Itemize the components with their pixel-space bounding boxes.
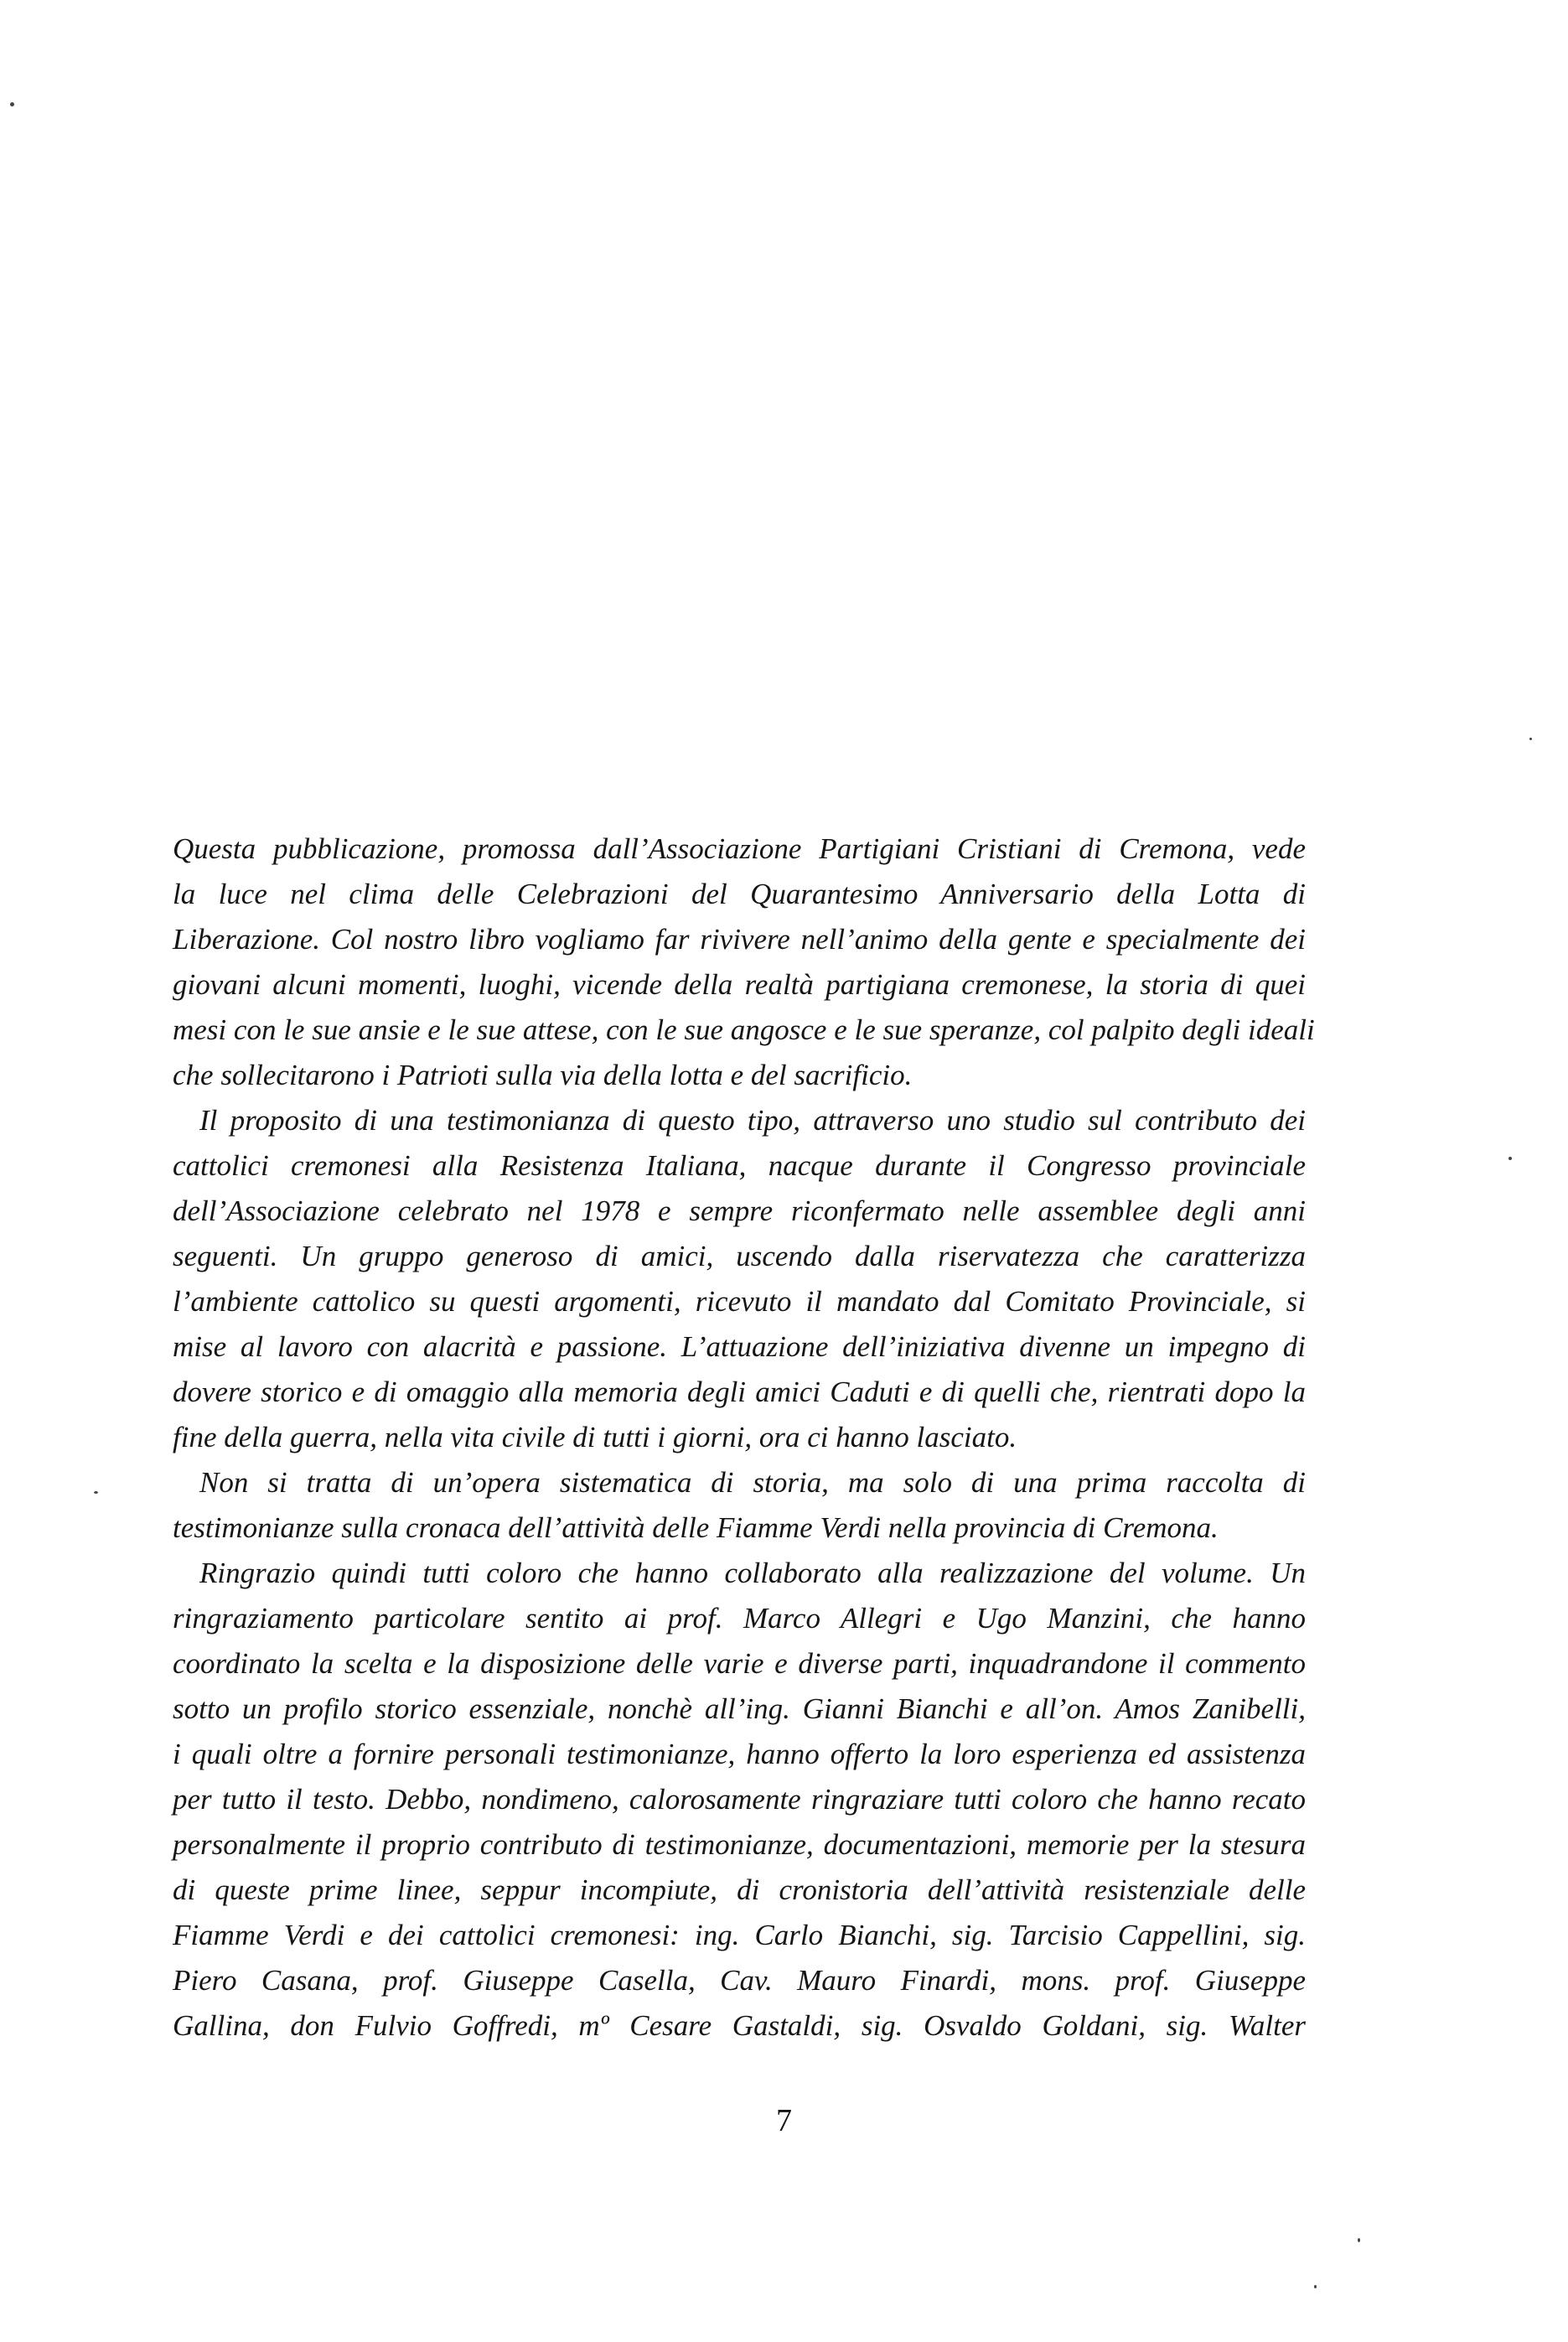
text-line: fine della guerra, nella vita civile di tutti i giorni, ora ci hanno lasciato.	[173, 1421, 1017, 1453]
body-text	[173, 826, 1315, 2049]
text-line: Non si tratta di un’opera sistematica di storia, ma solo di una prima raccolta di	[199, 1466, 1306, 1499]
text-line: mise al lavoro con alacrità e passione. L’attuazione dell’iniziativa divenne un impegno di	[173, 1330, 1306, 1363]
text-line: che sollecitarono i Patrioti sulla via della lotta e del sacrificio.	[173, 1059, 913, 1091]
paragraph-2	[173, 1098, 1306, 1460]
scan-speck	[94, 1491, 98, 1494]
text-line: mesi con le sue ansie e le sue attese, con le sue angosce e le sue speranze, col palpito degli ideali	[173, 1013, 1315, 1046]
scan-speck	[1508, 1157, 1512, 1160]
text-line: Questa pubblicazione, promossa dall’Associazione Partigiani Cristiani di Cremona, vede	[173, 832, 1306, 865]
text-line: giovani alcuni momenti, luoghi, vicende della realtà partigiana cremonese, la storia di quei	[173, 968, 1306, 1001]
text-line: sotto un profilo storico essenziale, nonchè all’ing. Gianni Bianchi e all’on. Amos Zanibelli,	[173, 1692, 1306, 1725]
text-line: Piero Casana, prof. Giuseppe Casella, Cav. Mauro Finardi, mons. prof. Giuseppe	[173, 1964, 1306, 1997]
paragraph-4	[173, 1551, 1306, 2049]
text-line: i quali oltre a fornire personali testimonianze, hanno offerto la loro esperienza ed assistenza	[173, 1738, 1306, 1770]
text-line: ringraziamento particolare sentito ai prof. Marco Allegri e Ugo Manzini, che hanno	[173, 1602, 1306, 1635]
text-line: Fiamme Verdi e dei cattolici cremonesi: ing. Carlo Bianchi, sig. Tarcisio Cappellini, sig.	[173, 1919, 1306, 1951]
paragraph-1	[173, 826, 1315, 1098]
scan-speck	[1358, 2238, 1360, 2242]
text-line: l’ambiente cattolico su questi argomenti, ricevuto il mandato dal Comitato Provinciale, si	[173, 1285, 1306, 1318]
text-line: Ringrazio quindi tutti coloro che hanno collaborato alla realizzazione del volume. Un	[199, 1557, 1306, 1589]
text-line: coordinato la scelta e la disposizione delle varie e diverse parti, inquadrandone il commento	[173, 1647, 1306, 1680]
text-line: dovere storico e di omaggio alla memoria degli amici Caduti e di quelli che, rientrati dopo la	[173, 1376, 1306, 1408]
text-line: Liberazione. Col nostro libro vogliamo far rivivere nell’animo della gente e specialmente dei	[173, 923, 1306, 956]
text-line: per tutto il testo. Debbo, nondimeno, calorosamente ringraziare tutti coloro che hanno recato	[173, 1783, 1306, 1816]
text-line: personalmente il proprio contributo di testimonianze, documentazioni, memorie per la stesura	[173, 1828, 1306, 1861]
scan-speck	[1314, 2285, 1317, 2288]
page-number: 7	[776, 2103, 792, 2138]
scan-speck	[1529, 738, 1532, 740]
text-line: di queste prime linee, seppur incompiute, di cronistoria dell’attività resistenziale delle	[173, 1873, 1306, 1906]
text-line: la luce nel clima delle Celebrazioni del Quarantesimo Anniversario della Lotta di	[173, 878, 1306, 910]
text-line: Gallina, don Fulvio Goffredi, mº Cesare Gastaldi, sig. Osvaldo Goldani, sig. Walter	[173, 2009, 1306, 2042]
paragraph-3	[173, 1460, 1306, 1551]
text-line: cattolici cremonesi alla Resistenza Italiana, nacque durante il Congresso provinciale	[173, 1149, 1306, 1182]
text-line: Il proposito di una testimonianza di questo tipo, attraverso uno studio sul contributo dei	[199, 1104, 1306, 1137]
scan-speck	[10, 102, 14, 106]
text-line: seguenti. Un gruppo generoso di amici, uscendo dalla riservatezza che caratterizza	[173, 1240, 1306, 1272]
text-line: testimonianze sulla cronaca dell’attività delle Fiamme Verdi nella provincia di Cremona.	[173, 1511, 1219, 1544]
text-line: dell’Associazione celebrato nel 1978 e sempre riconfermato nelle assemblee degli anni	[173, 1194, 1306, 1227]
